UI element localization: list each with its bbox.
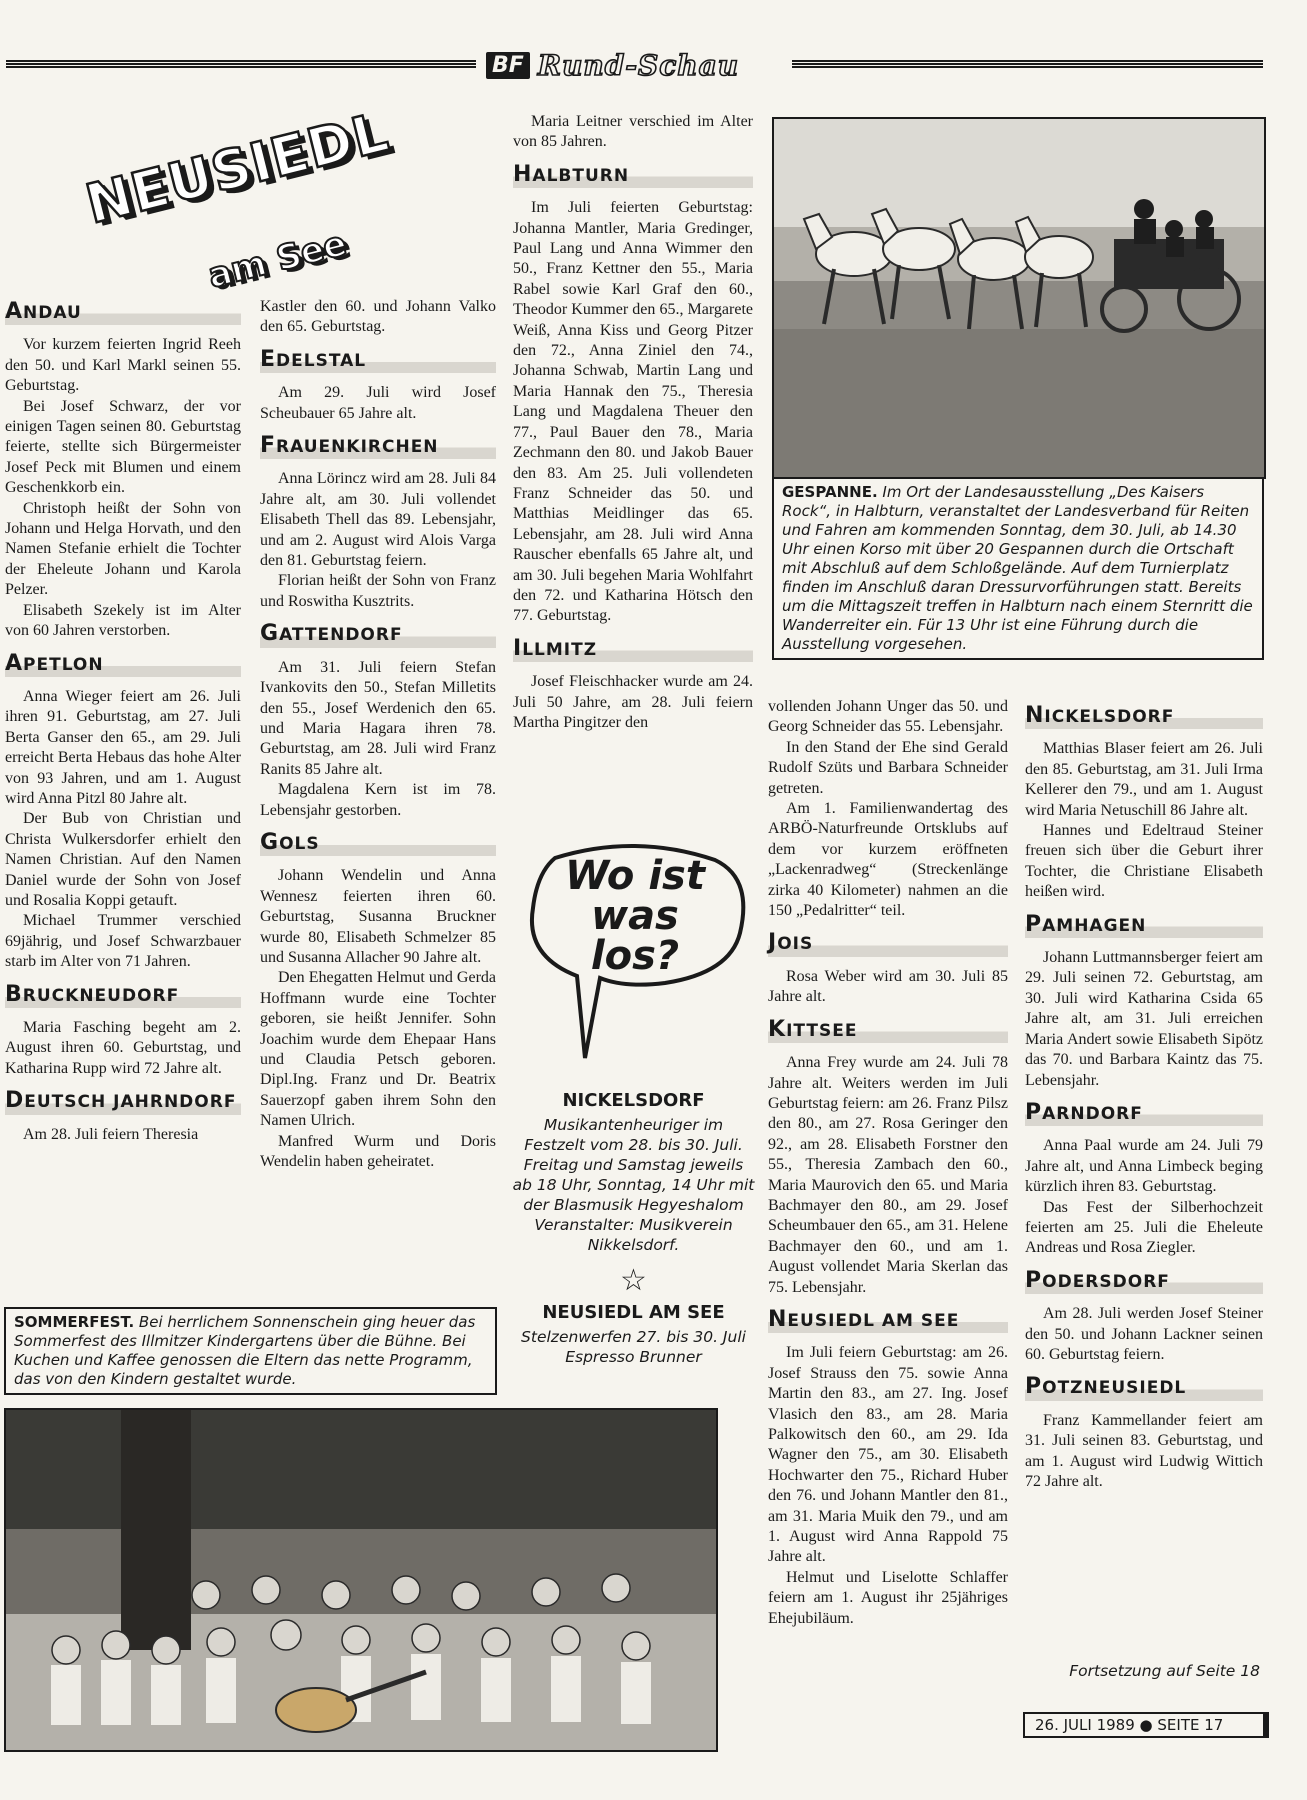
place-heading-rest: PETLON xyxy=(23,654,104,675)
column-5 xyxy=(1025,694,1263,1492)
speech-bubble xyxy=(515,838,755,1068)
kindergarten-illustration xyxy=(6,1410,716,1750)
place-heading-initial: F xyxy=(260,433,277,459)
place-heading xyxy=(260,622,496,647)
article-paragraph: Johann Luttmannsberger feiert am 29. Juli seinen 72. Geburtstag, am 30. Juli wird Katharina Csida 65 Jahre alt, am 31. Juli erreichen Maria Andert sowie Elisabeth Sipötz das 70. und Barbara Kaintz das 75. Lebensjahr. xyxy=(1025,949,1263,1089)
place-heading xyxy=(5,652,241,677)
footer-page: SEITE 17 xyxy=(1157,1716,1224,1734)
place-heading-initial: I xyxy=(513,635,523,661)
photo-caption-gespanne xyxy=(772,477,1264,660)
column-3 xyxy=(513,112,753,733)
place-heading-initial: N xyxy=(1025,703,1045,728)
article-paragraph: Florian heißt der Sohn von Franz und Roswitha Kusztrits. xyxy=(260,572,496,610)
article-paragraph: Matthias Blaser feiert am 26. Juli den 85. Geburtstag, am 31. Juli Irma Kellerer den 79., und am 1. August wird Maria Netuschill 86 Jahre alt. xyxy=(1025,740,1263,819)
masthead xyxy=(486,48,739,82)
place-heading-rest: OLS xyxy=(279,833,320,854)
masthead-title: Rund-Schau xyxy=(537,48,740,82)
article-paragraph: Josef Fleischhacker wurde am 24. Juli 50 Jahre, am 28. Juli feiern Martha Pingitzer den xyxy=(513,673,753,731)
article-paragraph: Den Ehegatten Helmut und Gerda Hoffmann wurde eine Tochter geboren, sie heißt Jennifer. Sohn Joachim wurde dem Ehepaar Hans und Claudia Petsch geboren. Dipl.Ing. Franz und Dr. Beatrix Sauerzopf gaben ihrem Sohn den Namen Ulrich. xyxy=(260,969,496,1130)
article-paragraph: Am 28. Juli feiern Theresia xyxy=(23,1125,199,1143)
article-paragraph: Am 1. Familienwandertag des ARBÖ-Naturfreunde Ortsklubs auf dem vor kurzem eröffneten „Lackenradweg“ (Streckenlänge zirka 40 Kilometer) nahmen an die 150 „Pedalritter“ teil. xyxy=(768,800,1008,920)
place-heading-initial: E xyxy=(260,346,277,372)
section-title xyxy=(79,100,395,298)
article-paragraph: Helmut und Liselotte Schlaffer feiern am 1. August ihr 25jähriges Ehejubiläum. xyxy=(768,1568,1008,1627)
place-heading-initial: G xyxy=(260,829,280,855)
caption-text: Bei herrlichem Sonnenschein ging heuer das Sommerfest des Illmitzer Kindergartens über die Bühne. Bei Kuchen und Kaffee genossen die Eltern das nette Programm, das von den Kindern gestaltet wurde. xyxy=(14,1313,476,1388)
place-heading-initial: P xyxy=(1025,911,1043,937)
place-heading-initial: N xyxy=(768,1306,788,1332)
article-paragraph: Anna Wieger feiert am 26. Juli ihren 91. Geburtstag, am 27. Juli Berta Ganser den 65., am 29. Juli erreicht Berta Hebaus das hohe Alter von 93 Jahren, und am 1. August wird Anna Pitzl 80 Jahre alt. xyxy=(5,687,241,807)
place-heading-rest: NDAU xyxy=(23,303,82,323)
place-heading-rest: ARNDORF xyxy=(1042,1103,1143,1124)
event-text-nickelsdorf: Musikantenheuriger im Festzelt vom 28. bis 30. Juli. Freitag und Samstag jeweils ab 18 Uhr, Sonntag, 14 Uhr mit der Blasmusik Hegyeshalom Veranstalter: Musikverein Nikkelsdorf. xyxy=(512,1116,755,1254)
place-heading-rest: RAUENKIRCHEN xyxy=(276,437,439,458)
article-paragraph: Elisabeth Szekely ist im Alter von 60 Jahren verstorben. xyxy=(5,601,241,640)
place-heading xyxy=(1025,1101,1263,1126)
article-paragraph: Hannes und Edeltraud Steiner freuen sich über die Geburt ihrer Tochter, die Christiane Elisabeth heißen wird. xyxy=(1025,822,1263,901)
place-heading-rest: OIS xyxy=(777,934,814,955)
article-paragraph: Anna Lörincz wird am 28. Juli 84 Jahre alt, am 30. Juli vollendet Elisabeth Thell das 89. Lebensjahr, und am 2. August wird Alois Varga den 81. Geburtstag feiern. xyxy=(260,470,496,570)
place-heading-rest: OTZNEUSIEDL xyxy=(1042,1378,1187,1399)
section-title-sub: am See xyxy=(204,223,351,297)
event-place-neusiedl: NEUSIEDL AM SEE xyxy=(542,1302,725,1323)
article-paragraph: Im Juli feierten Geburtstag: Johanna Mantler, Maria Gredinger, Paul Lang und Anna Wimmer den 50., Franz Kettner den 55., Maria Rabel sowie Karl Graf den 60., Theodor Kummer den 65., Margarete Weiß, Anna Kiss und Georg Pitzer den 72., Anna Ziniel den 74., Johanna Schwab, Martin Lang und Maria Hannak den 75., Theresia Lang und Magdalena Theuer den 77., Paul Bauer den 78., Maria Zechmann den 80. und Jakob Bauer den 83. Am 25. Juli vollendeten Franz Schneider das 50. und Matthias Meidlinger das 65. Lebensjahr, am 28. Juli wird Anna Rauscher ebenfalls 65 Jahre alt, und am 30. Juli begehen Maria Wohlfahrt den 72. und Katharina Hötsch den 77. Geburtstag. xyxy=(513,199,753,625)
article-paragraph: Manfred Wurm und Doris Wendelin haben geheiratet. xyxy=(260,1132,496,1171)
place-heading-initial: P xyxy=(1025,1374,1043,1400)
continuation-note: Fortsetzung auf Seite 18 xyxy=(1069,1662,1260,1680)
speech-bubble-text: Wo ist was los? xyxy=(565,853,705,979)
article-paragraph: In den Stand der Ehe sind Gerald Rudolf Szüts und Barbara Schneider getreten. xyxy=(768,738,1008,797)
place-heading xyxy=(513,637,753,662)
column-4 xyxy=(768,697,1008,1629)
article-paragraph: Am 29. Juli wird Josef Scheubauer 65 Jahre alt. xyxy=(260,384,496,422)
article-paragraph: Bei Josef Schwarz, der vor einigen Tagen seinen 80. Geburtstag feierte, stellte sich Bürgermeister Josef Peck mit Blumen und einem Geschenkkorb ein. xyxy=(5,397,241,497)
article-paragraph: Kastler den 60. und Johann Valko den 65. Geburtstag. xyxy=(260,298,496,336)
article-paragraph: Das Fest der Silberhochzeit feierten am 25. Juli die Eheleute Andreas und Rosa Ziegler. xyxy=(1025,1198,1263,1257)
place-heading xyxy=(5,300,241,325)
place-heading-rest: EUTSCH JAHRNDORF xyxy=(24,1092,237,1113)
caption-lead: GESPANNE. xyxy=(782,483,878,501)
place-heading xyxy=(260,348,496,373)
place-heading xyxy=(1025,1375,1263,1400)
star-icon: ☆ xyxy=(620,1263,647,1298)
place-heading xyxy=(768,1018,1008,1043)
place-heading-rest: AMHAGEN xyxy=(1042,915,1147,936)
place-heading-initial: P xyxy=(1025,1099,1043,1125)
column-1 xyxy=(5,290,241,1145)
article-paragraph: Im Juli feiern Geburtstag: am 26. Josef Strauss den 75. sowie Anna Martin den 83., am 27. Ing. Josef Vlasich den 83., am 28. Maria Palkowitsch den 60., am 29. Ida Wagner den 75., am 30. Elisabeth Hochwarter den 75., Richard Huber den 76. und Johann Mantler den 81., am 31. Maria Muik den 79., und am 1. August wird Anna Rappold 75 Jahre alt. xyxy=(768,1344,1008,1566)
caption-text: Im Ort der Landesausstellung „Des Kaisers Rock“, in Halbturn, veranstaltet der Landesverband für Reiten und Fahren am kommenden Sonntag, dem 30. Juli, ab 14.30 Uhr einen Korso mit über 20 Gespannen durch die Ortschaft mit Abschluß auf dem Schloßgelände. Auf dem Turnierplatz finden im Anschluß daran Dressurvorführungen statt. Bereits um die Mittagszeit treffen in Halbturn nach einem Sternritt die Wanderreiter ein. Für 13 Uhr ist eine Führung durch die Ausstellung vorgesehen. xyxy=(782,483,1253,653)
place-heading-rest: ATTENDORF xyxy=(279,625,403,646)
horse-carriage-illustration xyxy=(774,119,1264,479)
place-heading-rest: EUSIEDL AM SEE xyxy=(787,1310,960,1331)
masthead-logo: BF xyxy=(486,52,530,79)
article-paragraph: Vor kurzem feierten Ingrid Reeh den 50. und Karl Markl seinen 55. Geburtstag. xyxy=(5,336,241,395)
place-heading xyxy=(768,1308,1008,1333)
place-heading-initial: B xyxy=(5,981,23,1007)
place-heading-initial: P xyxy=(1025,1267,1043,1293)
photo-horse-carriage xyxy=(772,117,1266,479)
place-heading-rest: LLMITZ xyxy=(522,639,598,660)
article-paragraph: vollenden Johann Unger das 50. und Georg Schneider das 55. Lebensjahr. xyxy=(768,698,1008,736)
place-heading-initial: K xyxy=(768,1016,787,1042)
place-heading-initial: A xyxy=(5,299,24,324)
article-paragraph: Maria Leitner verschied im Alter von 85 Jahren. xyxy=(513,113,753,151)
article-paragraph: Rosa Weber wird am 30. Juli 85 Jahre alt. xyxy=(768,967,1008,1006)
article-paragraph: Anna Paal wurde am 24. Juli 79 Jahre alt, und Anna Limbeck beging kürzlich ihren 83. Geburtstag. xyxy=(1025,1137,1263,1196)
place-heading-rest: ALBTURN xyxy=(532,165,630,186)
event-place-nickelsdorf: NICKELSDORF xyxy=(562,1090,705,1111)
place-heading xyxy=(513,163,753,188)
place-heading xyxy=(768,931,1008,956)
article-paragraph: Magdalena Kern ist im 78. Lebensjahr gestorben. xyxy=(260,781,496,819)
events-box xyxy=(512,1090,755,1367)
place-heading-initial: D xyxy=(5,1088,25,1114)
place-heading-initial: A xyxy=(5,650,24,676)
place-heading xyxy=(1025,913,1263,938)
section-title-main: NEUSIEDL xyxy=(79,100,395,236)
caption-lead: SOMMERFEST. xyxy=(14,1313,135,1331)
event-text-neusiedl: Stelzenwerfen 27. bis 30. Juli Espresso Brunner xyxy=(521,1328,746,1366)
photo-kindergarten xyxy=(4,1408,718,1752)
place-heading xyxy=(260,831,496,856)
article-paragraph: Franz Kammellander feiert am 31. Juli seinen 83. Geburtstag, und am 1. August wird Ludwig Wittich 72 Jahre alt. xyxy=(1025,1411,1263,1490)
article-paragraph: Michael Trummer verschied 69jährig, und Josef Schwarzbauer starb im Alter von 71 Jahren. xyxy=(5,912,241,971)
place-heading xyxy=(260,434,496,459)
place-heading-rest: ODERSDORF xyxy=(1042,1271,1170,1292)
place-heading xyxy=(5,983,241,1008)
column-2 xyxy=(260,297,496,1172)
place-heading-initial: J xyxy=(768,930,778,956)
article-paragraph: Christoph heißt der Sohn von Johann und Helga Horvath, und den Namen Stefanie erhielt die Tochter der Eheleute Johann und Karola Pelzer. xyxy=(5,499,241,599)
place-heading xyxy=(5,1089,241,1114)
place-heading-rest: ICKELSDORF xyxy=(1044,707,1175,727)
article-paragraph: Der Bub von Christian und Christa Wulkersdorfer erhielt den Namen Christian. Auf den Namen Daniel wurde der Sohn von Josef und Rosalia Koppi getauft. xyxy=(5,810,241,909)
page-footer xyxy=(1023,1712,1269,1738)
article-paragraph: Johann Wendelin und Anna Wennesz feierten ihren 60. Geburtstag, Susanna Bruckner wurde 80, Elisabeth Schmelzer 85 und Susanna Allacher 90 Jahre alt. xyxy=(260,867,496,966)
place-heading-rest: DELSTAL xyxy=(276,350,367,371)
place-heading xyxy=(1025,704,1263,729)
place-heading xyxy=(1025,1269,1263,1294)
place-heading-rest: ITTSEE xyxy=(786,1020,858,1041)
place-heading-initial: G xyxy=(260,621,280,647)
article-paragraph: Am 28. Juli werden Josef Steiner den 50. und Johann Lackner seinen 60. Geburtstag feiern. xyxy=(1025,1305,1263,1363)
place-heading-rest: RUCKNEUDORF xyxy=(22,985,180,1006)
photo-caption-sommerfest xyxy=(4,1307,497,1395)
article-paragraph: Anna Frey wurde am 24. Juli 78 Jahre alt. Weiters werden im Juli Geburtstag feiern: am 26. Franz Pilsz den 80., am 27. Rosa Geringer den 92., am 28. Elisabeth Forstner den 55., Theresia Zambach den 60., Maria Maurovich den 65. und Maria Bachmayer den 80., am 29. Josef Scheumbauer den 65., am 31. Helene Bachmayer den 60., und am 1. August vollendet Maria Skerlan das 75. Lebensjahr. xyxy=(768,1054,1008,1296)
footer-date: 26. JULI 1989 xyxy=(1035,1716,1135,1734)
article-paragraph: Maria Fasching begeht am 2. August ihren 60. Geburtstag, und Katharina Rupp wird 72 Jahre alt. xyxy=(5,1019,241,1077)
masthead-rule-right xyxy=(792,60,1263,69)
bullet-icon: ● xyxy=(1139,1716,1153,1734)
masthead-rule-left xyxy=(6,60,476,69)
article-paragraph: Am 31. Juli feiern Stefan Ivankovits den 50., Stefan Milletits den 55., Josef Werdenich den 65. und Maria Hagara ihren 78. Geburtstag, am 28. Juli wird Franz Ranits 85 Jahre alt. xyxy=(260,658,496,778)
place-heading-initial: H xyxy=(513,161,533,187)
